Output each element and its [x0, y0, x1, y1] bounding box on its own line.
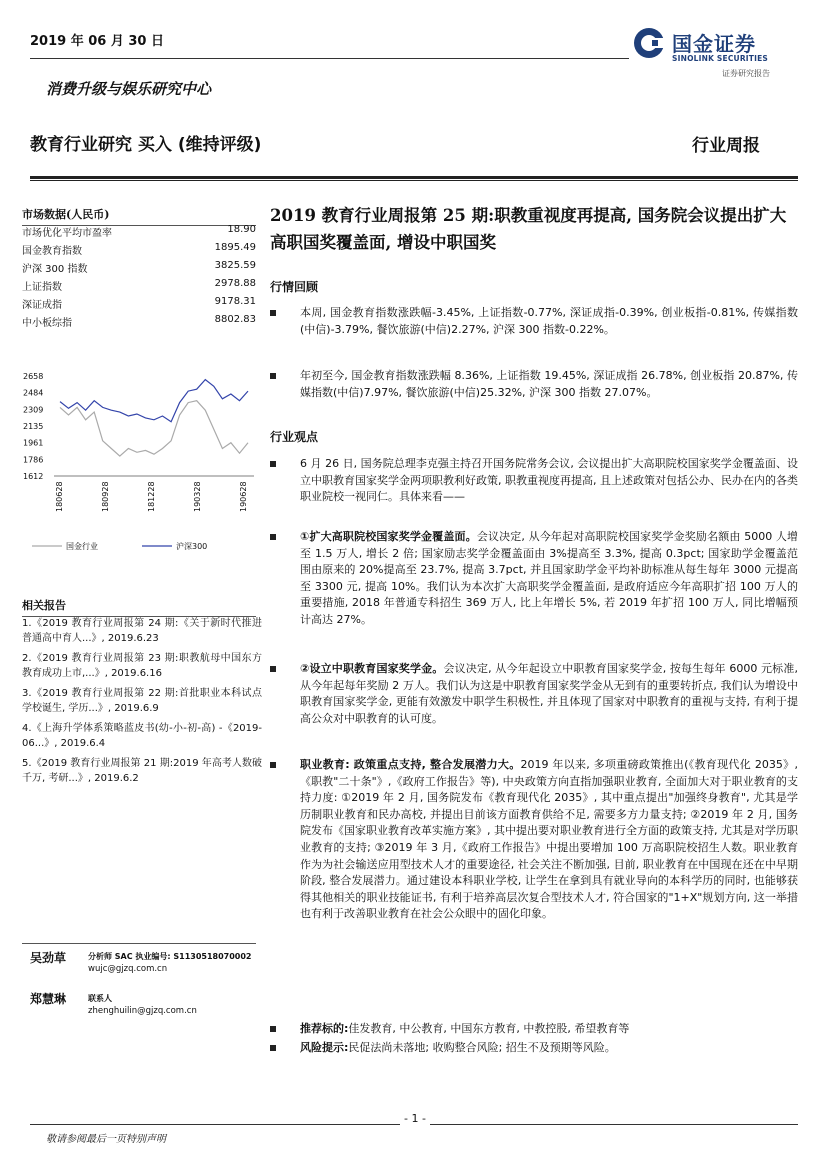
market-row: 市场优化平均市盈率 18.90 [22, 224, 256, 239]
review-bullet: 本周, 国金教育指数涨跌幅-3.45%, 上证指数-0.77%, 深证成指-0.39%, 创业板指-0.81%, 传媒指数(中信)-3.79%, 餐饮旅游(中信)2.27%, 沪深 300 指数-0.22%。 [270, 305, 798, 338]
industry-rating: 教育行业研究 买入 (维持评级) [30, 135, 262, 155]
related-report-link[interactable]: 5.《2019 教育行业周报第 21 期:2019 年高考人数破千万, 考研...》, 2019.6.2 [22, 758, 262, 784]
view-bullet: 职业教育: 政策重点支持, 整合发展潜力大。2019 年以来, 多项重磅政策推出(《教育现代化 2035》,《职教"二十条"》,《政府工作报告》等), 中央政策方向直指加强职业教育, 全面加大对于职业教育的支持力度: ①2019 年 2 月, 国务院发布《教育现代化 2035》, 其中重点提出"加强终身教育", 尤其是学历制职业教育和民办高校, 并提出目前该方面教育供给不足, 需要多方力量支持; ②2019 年 2 月, 国务院发布《国家职业教育改革实施方案》, 其中提出要对职业教育进行全方面的政策支持, 尤其是对学历职业教育的支持; ③2019 年 3 月,《政府工作报告》中提出要增加 100 万高职院校招生人数。职业教育作为为社会输送应用型技术人才的重要途径, 社会关注不断加强, 目前, 职业教育在中国现在还在中早期阶段, 整合发展潜力。通过建设本科职业学校, 让学生在拿到具有就业导向的本科学历的同时, 也能够获得其他相关的职业技能证书, 有利于培养高层次复合型技术人才, 符合国家的"1+X"规划方向, 这一举措也有利于改善职业教育在社会公众眼中的固化印象。 [270, 757, 798, 923]
market-row: 沪深 300 指数 3825.59 [22, 260, 256, 275]
risk-bullet: 风险提示:民促法尚未落地; 收购整合风险; 招生不及预期等风险。 [270, 1040, 798, 1057]
author-name: 吴劲草 [30, 951, 67, 965]
y-tick-label: 1612 [23, 472, 44, 481]
market-data-title: 市场数据(人民币) [22, 206, 256, 226]
related-report-link[interactable]: 1.《2019 教育行业周报第 24 期:《关于新时代推进普通高中育人...》, 2019.6.23 [22, 618, 262, 644]
x-tick-label: 180928 [101, 481, 110, 512]
y-tick-label: 1786 [23, 455, 44, 465]
y-tick-label: 2658 [23, 372, 44, 381]
related-reports-title: 相关报告 [22, 597, 256, 617]
y-tick-label: 2484 [23, 388, 44, 398]
legend-label: 国金行业 [66, 542, 98, 551]
review-bullet: 年初至今, 国金教育指数涨跌幅 8.36%, 上证指数 19.45%, 深证成指 26.78%, 创业板指 20.87%, 传媒指数(中信)7.97%, 餐饮旅游(中信)25.32%, 沪深 300 指数 27.07%。 [270, 368, 798, 401]
view-bullet: ②设立中职教育国家奖学金。会议决定, 从今年起设立中职教育国家奖学金, 按每生每年 6000 元标准, 从今年起每年奖励 2 万人。我们认为这是中职教育国家奖学金从无到有的重要转折点, 我们认为增设中职教育国家奖学金, 更能有效激发中职学生积极性, 并且体现了国家对中职教育的重视与支持, 有利于提高公众对中职教育的认可度。 [270, 661, 798, 727]
bullet-square-icon [270, 461, 276, 467]
bullet-square-icon [270, 762, 276, 768]
index-trend-chart [22, 366, 256, 556]
related-report-link[interactable]: 2.《2019 教育行业周报第 23 期:职教航母中国东方教育成功上市,...》, 2019.6.16 [22, 653, 262, 679]
bullet-square-icon [270, 1045, 276, 1051]
legend-label: 沪深300 [176, 542, 208, 551]
report-type: 行业周报 [692, 136, 760, 156]
market-row: 国金教育指数 1895.49 [22, 242, 256, 257]
author-email[interactable]: wujc@gjzq.com.cn [88, 964, 168, 974]
report-date: 2019 年 06 月 30 日 [30, 34, 164, 49]
related-report-link[interactable]: 3.《2019 教育行业周报第 22 期:首批职业本科试点学校诞生, 学历...》, 2019.6.9 [22, 688, 262, 714]
logo-cn: 国金证券 [672, 32, 756, 56]
title-rule-thin [30, 180, 798, 181]
logo-en: SINOLINK SECURITIES [672, 54, 769, 63]
x-tick-label: 190328 [193, 481, 202, 512]
bullet-square-icon [270, 1026, 276, 1032]
y-tick-label: 2309 [23, 405, 44, 415]
sinolink-logo-icon [632, 26, 666, 60]
header-divider [30, 58, 629, 59]
bullet-square-icon [270, 310, 276, 316]
bullet-square-icon [270, 534, 276, 540]
x-tick-label: 190628 [239, 481, 248, 512]
authors-divider [22, 943, 256, 944]
view-bullet: ①扩大高职院校国家奖学金覆盖面。会议决定, 从今年起对高职院校国家奖学金奖励名额由 5000 人增至 1.5 万人, 增长 2 倍; 国家励志奖学金覆盖面由 3%提高至 3.3%, 提高 0.3pct; 国家助学金覆盖范围由原来的 20%提高至 23.7%, 提高 3.7pct, 并且国家助学金平均补助标准从每生每年 3000 元提高至 3300 元, 提高 10%。我们认为本次扩大高职奖学金覆盖面, 是政府适应今年高职扩招 100 万人的重要措施, 2018 年普通专科招生 369 万人, 比上年增长 5%, 若 2019 年扩招 100 万人, 同比增幅预计高达 27%。 [270, 529, 798, 629]
recommend-bullet: 推荐标的:佳发教育, 中公教育, 中国东方教育, 中教控股, 希望教育等 [270, 1021, 798, 1038]
related-report-link[interactable]: 4.《上海升学体系策略蓝皮书(幼-小-初-高) -《2019-06...》, 2019.6.4 [22, 723, 262, 749]
bullet-square-icon [270, 666, 276, 672]
market-data-table [22, 224, 256, 334]
bullet-square-icon [270, 373, 276, 379]
x-tick-label: 180628 [55, 481, 64, 512]
author-role: 联系人 [88, 994, 112, 1003]
author-email[interactable]: zhenghuilin@gjzq.com.cn [88, 1006, 197, 1016]
series-line-0 [60, 401, 248, 456]
report-title: 2019 教育行业周报第 25 期:职教重视度再提高, 国务院会议提出扩大高职国奖覆盖面, 增设中职国奖 [270, 206, 787, 252]
x-tick-label: 181228 [147, 481, 156, 512]
market-row: 中小板综指 8802.83 [22, 314, 256, 329]
y-tick-label: 1961 [23, 438, 44, 448]
section-market-review: 行情回顾 [270, 280, 319, 294]
series-line-1 [60, 380, 248, 422]
author-name: 郑慧琳 [30, 992, 67, 1006]
view-bullet: 6 月 26 日, 国务院总理李克强主持召开国务院常务会议, 会议提出扩大高职院校国家奖学金覆盖面、设立中职教育国家奖学金两项职教利好政策, 职教重视度再提高, 且上述政策对包括公办、民办在内的各类职业院校一视同仁。具体来看—— [270, 456, 798, 506]
research-center: 消费升级与娱乐研究中心 [46, 80, 212, 98]
logo-subtitle: 证券研究报告 [722, 69, 770, 78]
market-row: 深证成指 9178.31 [22, 296, 256, 311]
brand-logo [632, 24, 792, 84]
market-row: 上证指数 2978.88 [22, 278, 256, 293]
section-industry-view: 行业观点 [270, 430, 319, 444]
page-number: - 1 - [400, 1112, 430, 1125]
y-tick-label: 2135 [23, 422, 44, 431]
author-role: 分析师 SAC 执业编号: S1130518070002 [88, 952, 252, 961]
disclaimer: 敬请参阅最后一页特别声明 [46, 1134, 166, 1145]
title-rule-thick [30, 176, 798, 179]
